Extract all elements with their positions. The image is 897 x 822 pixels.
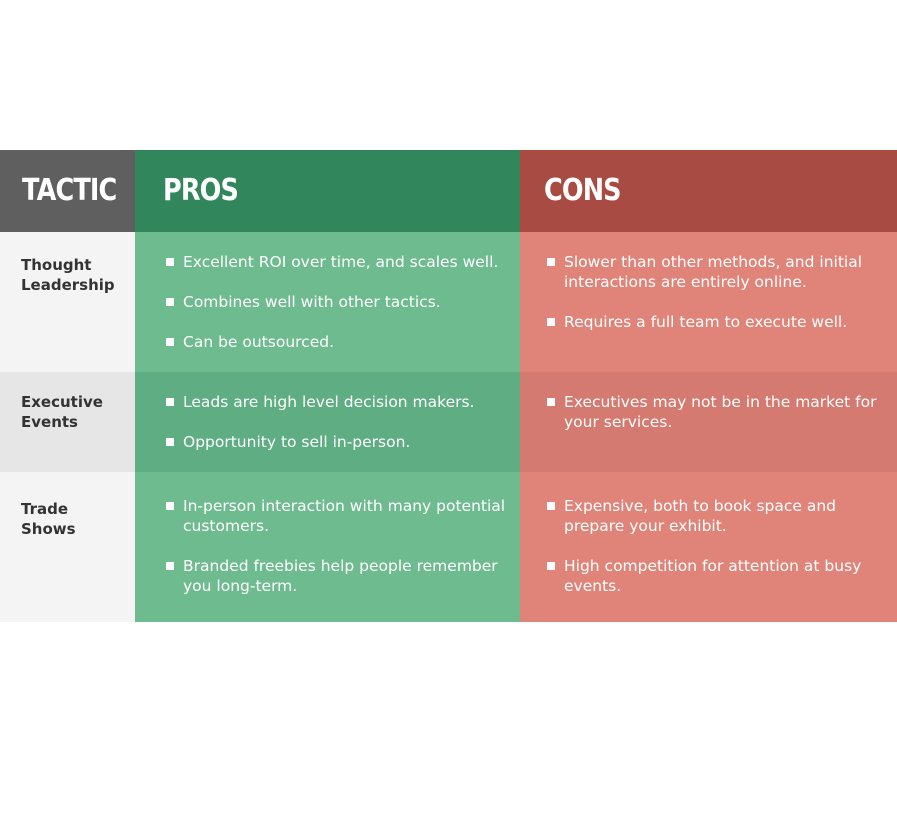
- tactic-label-thought-leadership: [21, 255, 131, 295]
- con-item: Slower than other methods, and initial interactions are entirely online.: [547, 252, 892, 292]
- bullet-square-icon: [547, 502, 555, 510]
- pro-item: Can be outsourced.: [166, 332, 516, 352]
- con-item: Executives may not be in the market for your services.: [547, 392, 892, 432]
- tactic-label-executive-events: [21, 392, 131, 432]
- pros-header: [135, 150, 520, 232]
- pro-item: Combines well with other tactics.: [166, 292, 516, 312]
- bullet-square-icon: [166, 338, 174, 346]
- tactic-label-line: Thought: [21, 256, 92, 274]
- bullet-square-icon: [166, 438, 174, 446]
- tactic-label-line: Leadership: [21, 276, 115, 294]
- pros-header-label: PROS: [163, 173, 238, 208]
- cons-header: [520, 150, 897, 232]
- con-item: High competition for attention at busy events.: [547, 556, 892, 596]
- bullet-square-icon: [166, 258, 174, 266]
- tactic-label-line: Executive: [21, 393, 103, 411]
- tactic-label-trade-shows: [21, 499, 131, 539]
- pros-cons-table: [0, 150, 897, 622]
- pro-item: In-person interaction with many potential customers.: [166, 496, 516, 536]
- tactic-label-line: Events: [21, 413, 78, 431]
- pro-item: Opportunity to sell in-person.: [166, 432, 516, 452]
- bullet-square-icon: [166, 298, 174, 306]
- bullet-square-icon: [166, 502, 174, 510]
- cons-header-label: CONS: [544, 173, 621, 208]
- bullet-square-icon: [166, 398, 174, 406]
- bullet-square-icon: [547, 562, 555, 570]
- tactic-header: [0, 150, 135, 232]
- bullet-square-icon: [547, 398, 555, 406]
- executive-events-pros-cell: [135, 372, 520, 472]
- tactic-label-line: Trade: [21, 500, 69, 518]
- tactic-label-line: Shows: [21, 520, 76, 538]
- bullet-square-icon: [166, 562, 174, 570]
- pro-item: Excellent ROI over time, and scales well.: [166, 252, 516, 272]
- con-item: Expensive, both to book space and prepare your exhibit.: [547, 496, 892, 536]
- pro-item: Leads are high level decision makers.: [166, 392, 516, 412]
- con-item: Requires a full team to execute well.: [547, 312, 892, 332]
- pro-item: Branded freebies help people remember you long-term.: [166, 556, 516, 596]
- bullet-square-icon: [547, 258, 555, 266]
- bullet-square-icon: [547, 318, 555, 326]
- tactic-header-label: TACTIC: [22, 173, 117, 208]
